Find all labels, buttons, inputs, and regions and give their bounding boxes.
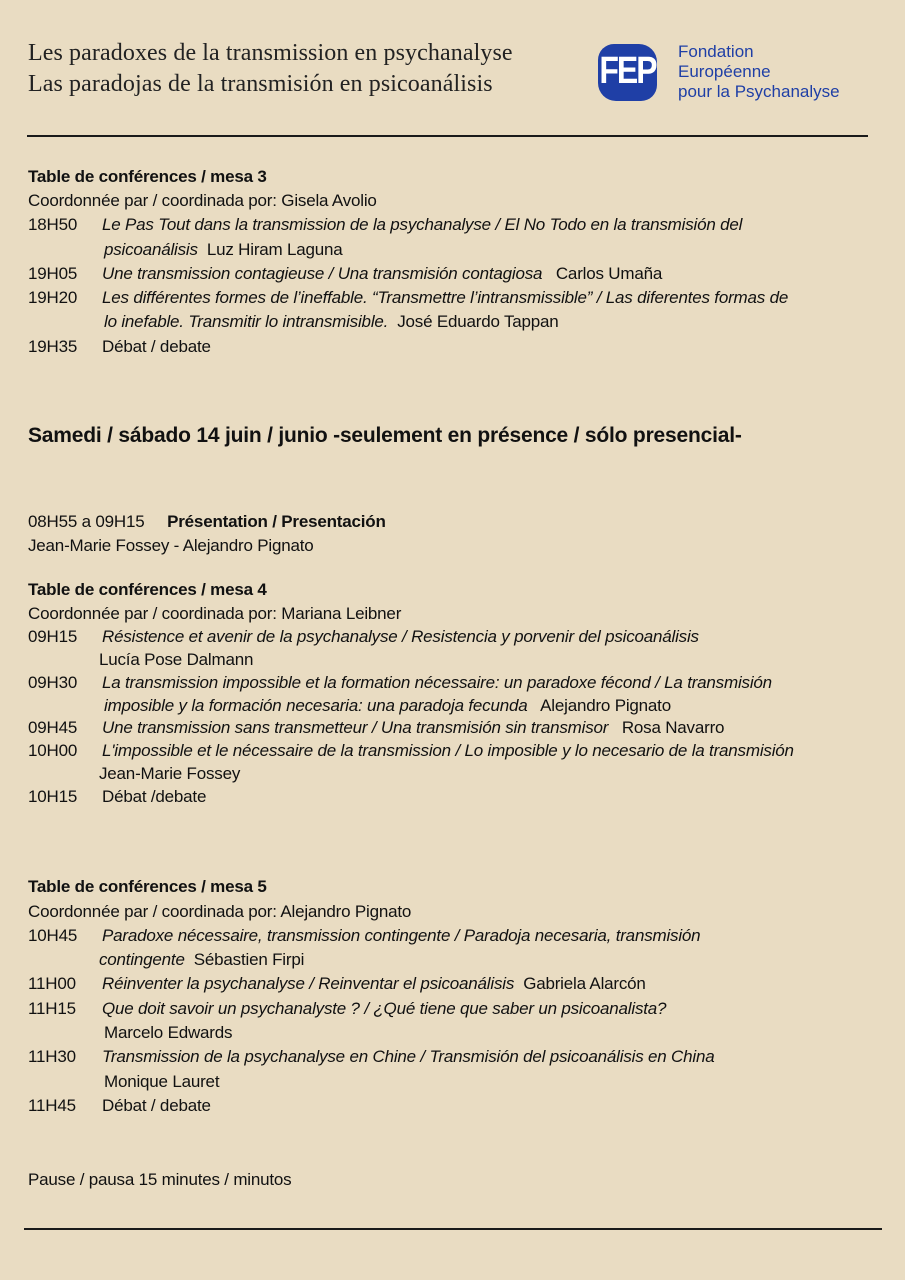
item-time: 10H15 [28, 787, 78, 806]
item-time: 11H00 [28, 974, 76, 993]
item-line [102, 262, 662, 286]
item-title: Débat / debate [102, 337, 211, 356]
presentation-line [28, 510, 386, 534]
item-title: Réinventer la psychanalyse / Reinventar el psicoanálisis [102, 974, 515, 993]
item-speaker: Marcelo Edwards [104, 1023, 233, 1042]
title-spanish: Las paradojas de la transmisión en psicoanálisis [28, 71, 493, 97]
item-time: 10H00 [28, 741, 78, 760]
item-time: 11H45 [28, 1096, 76, 1115]
session-heading: Table de conférences / mesa 4 [28, 580, 267, 599]
item-title: imposible y la formación necesaria: una paradoja fecunda [104, 696, 528, 715]
item-title: Paradoxe nécessaire, transmission contingente / Paradoja necesaria, transmisión [102, 926, 701, 945]
item-title-cont [104, 238, 343, 262]
item-title: Transmission de la psychanalyse en Chine / Transmisión del psicoanálisis en China [102, 1047, 715, 1066]
item-speaker: Lucía Pose Dalmann [99, 650, 254, 669]
item-time: 18H50 [28, 215, 78, 234]
item-title: Débat /debate [102, 787, 207, 806]
presentation-speakers: Jean-Marie Fossey - Alejandro Pignato [28, 536, 314, 555]
item-speaker: Sébastien Firpi [193, 950, 305, 969]
session-heading: Table de conférences / mesa 3 [28, 167, 267, 186]
top-divider [27, 135, 868, 137]
item-title-cont [99, 948, 304, 972]
item-time: 19H05 [28, 264, 78, 283]
item-title: L'impossible et le nécessaire de la transmission / Lo imposible y lo necesario de la transmisión [102, 741, 794, 760]
item-time: 11H30 [28, 1047, 76, 1066]
day-heading: Samedi / sábado 14 juin / junio -seulement en présence / sólo presencial- [28, 424, 742, 447]
item-title: La transmission impossible et la formation nécessaire: un paradoxe fécond / La transmisión [102, 673, 772, 692]
bottom-divider [24, 1228, 882, 1230]
item-speaker: Monique Lauret [104, 1072, 220, 1091]
fep-logo-text: FEP [599, 48, 656, 92]
item-title: Une transmission sans transmetteur / Una transmisión sin transmisor [102, 718, 609, 737]
item-line [102, 972, 646, 996]
item-title-cont [104, 310, 559, 334]
item-time: 09H30 [28, 673, 78, 692]
item-title-cont [104, 694, 671, 718]
item-title: Débat / debate [102, 1096, 211, 1115]
item-time: 09H15 [28, 627, 78, 646]
item-line [102, 716, 724, 740]
org-name-line-3: pour la Psychanalyse [678, 82, 840, 101]
item-title: Une transmission contagieuse / Una transmisión contagiosa [102, 264, 543, 283]
item-speaker: Alejandro Pignato [540, 696, 671, 715]
title-french: Les paradoxes de la transmission en psychanalyse [28, 40, 513, 66]
item-title: psicoanálisis [104, 240, 198, 259]
item-time: 19H20 [28, 288, 78, 307]
item-time: 10H45 [28, 926, 78, 945]
item-speaker: José Eduardo Tappan [397, 312, 559, 331]
pause-note: Pause / pausa 15 minutes / minutos [28, 1170, 292, 1189]
item-time: 19H35 [28, 337, 78, 356]
item-time: 11H15 [28, 999, 76, 1018]
fep-logo [598, 44, 657, 101]
session-coordinator: Coordonnée par / coordinada por: Mariana Leibner [28, 604, 402, 623]
session-heading: Table de conférences / mesa 5 [28, 877, 267, 896]
session-coordinator: Coordonnée par / coordinada por: Alejandro Pignato [28, 902, 412, 921]
item-speaker: Jean-Marie Fossey [99, 764, 241, 783]
item-speaker: Luz Hiram Laguna [206, 240, 343, 259]
presentation-title: Présentation / Presentación [167, 512, 386, 531]
item-time: 09H45 [28, 718, 78, 737]
item-speaker: Rosa Navarro [621, 718, 725, 737]
item-title: contingente [99, 950, 185, 969]
item-title: lo inefable. Transmitir lo intransmisible. [104, 312, 389, 331]
org-name-line-2: Européenne [678, 62, 771, 81]
item-title: Résistence et avenir de la psychanalyse / Resistencia y porvenir del psicoanálisis [102, 627, 699, 646]
org-name-line-1: Fondation [678, 42, 754, 61]
session-coordinator: Coordonnée par / coordinada por: Gisela Avolio [28, 191, 377, 210]
item-speaker: Carlos Umaña [555, 264, 663, 283]
item-title: Le Pas Tout dans la transmission de la psychanalyse / El No Todo en la transmisión del [102, 215, 743, 234]
item-title: Que doit savoir un psychanalyste ? / ¿Qué tiene que saber un psicoanalista? [102, 999, 667, 1018]
item-speaker: Gabriela Alarcón [523, 974, 646, 993]
presentation-time: 08H55 a 09H15 [28, 512, 145, 531]
item-title: Les différentes formes de l’ineffable. “Transmettre l’intransmissible” / Las diferentes formas de [102, 288, 789, 307]
